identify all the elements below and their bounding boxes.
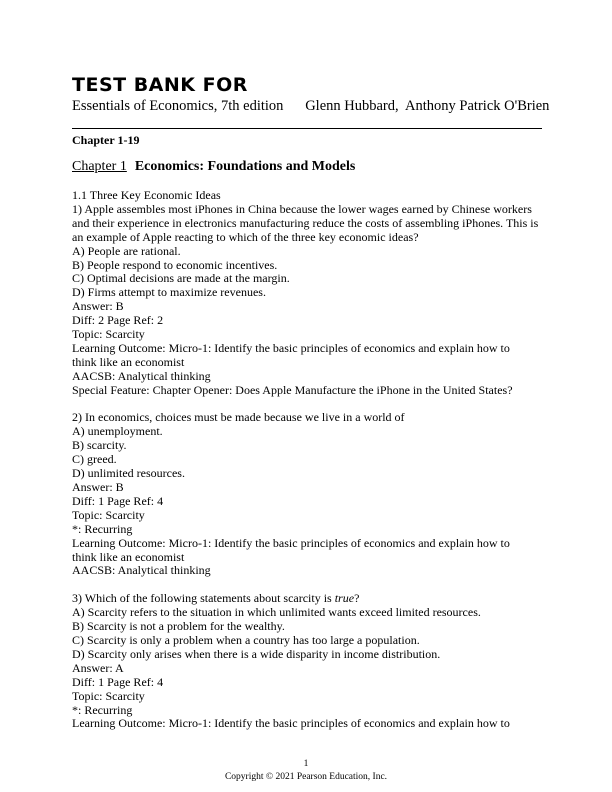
header-divider xyxy=(72,128,542,129)
difficulty-page-ref: Diff: 2 Page Ref: 2 xyxy=(72,313,164,328)
answer-option-c: C) Scarcity is only a problem when a country has too large a population. xyxy=(72,632,420,647)
difficulty-page-ref: Diff: 1 Page Ref: 4 xyxy=(72,493,164,508)
answer-option-c: C) greed. xyxy=(72,452,117,467)
chapter-title: Economics: Foundations and Models xyxy=(134,159,356,174)
topic: Topic: Scarcity xyxy=(72,507,145,522)
recurring-flag: *: Recurring xyxy=(72,702,133,717)
answer-option-a: A) Scarcity refers to the situation in which unlimited wants exceed limited resources. xyxy=(72,605,481,620)
chapter-number: Chapter 1 xyxy=(72,159,127,174)
learning-outcome: Learning Outcome: Micro-1: Identify the basic principles of economics and explain how to xyxy=(72,716,510,731)
answer-option-c: C) Optimal decisions are made at the margin. xyxy=(72,271,290,286)
section-heading: 1.1 Three Key Economic Ideas xyxy=(72,188,221,202)
topic: Topic: Scarcity xyxy=(72,327,145,342)
question-line: 1) Apple assembles most iPhones in China because the lower wages earned by Chinese workers xyxy=(72,201,532,216)
question-1 xyxy=(72,203,542,398)
answer-key: Answer: B xyxy=(72,299,124,314)
spacer xyxy=(72,398,542,412)
book-subtitle xyxy=(72,97,549,115)
special-feature: Special Feature: Chapter Opener: Does Apple Manufacture the iPhone in the United States? xyxy=(72,382,513,397)
learning-outcome: Learning Outcome: Micro-1: Identify the basic principles of economics and explain how to xyxy=(72,340,510,355)
aacsb: AACSB: Analytical thinking xyxy=(72,563,211,578)
chapter-range: Chapter 1-19 xyxy=(72,133,140,147)
test-bank-banner: TEST BANK FOR xyxy=(72,74,248,96)
answer-key: Answer: A xyxy=(72,660,124,675)
question-3 xyxy=(72,592,542,731)
question-2 xyxy=(72,411,542,578)
stem-emphasis: true xyxy=(334,591,355,606)
question-line: an example of Apple reacting to which of the three key economic ideas? xyxy=(72,229,419,244)
answer-option-d: D) unlimited resources. xyxy=(72,466,185,481)
question-line: and their experience in electronics manufacturing reduce the costs of assembling iPhones. This is xyxy=(72,215,539,230)
learning-outcome-cont: think like an economist xyxy=(72,549,185,564)
recurring-flag: *: Recurring xyxy=(72,521,133,536)
page-number: 1 xyxy=(303,759,309,769)
answer-option-b: B) People respond to economic incentives. xyxy=(72,257,278,272)
stem-suffix: ? xyxy=(354,591,360,606)
copyright-notice: Copyright © 2021 Pearson Education, Inc. xyxy=(224,772,388,782)
answer-option-d: D) Firms attempt to maximize revenues. xyxy=(72,285,266,300)
answer-option-b: B) Scarcity is not a problem for the wealthy. xyxy=(72,619,285,634)
aacsb: AACSB: Analytical thinking xyxy=(72,368,211,383)
question-stem xyxy=(72,592,542,606)
book-authors: Glenn Hubbard, Anthony Patrick O'Brien xyxy=(305,98,550,114)
learning-outcome: Learning Outcome: Micro-1: Identify the basic principles of economics and explain how to xyxy=(72,535,510,550)
answer-option-a: A) unemployment. xyxy=(72,424,163,439)
stem-prefix: 3) Which of the following statements about scarcity is xyxy=(72,591,335,606)
answer-option-d: D) Scarcity only arises when there is a wide disparity in income distribution. xyxy=(72,646,441,661)
answer-option-b: B) scarcity. xyxy=(72,438,127,453)
question-line: 2) In economics, choices must be made because we live in a world of xyxy=(72,410,405,425)
topic: Topic: Scarcity xyxy=(72,688,145,703)
answer-key: Answer: B xyxy=(72,480,124,495)
answer-option-a: A) People are rational. xyxy=(72,243,181,258)
chapter-heading xyxy=(72,158,355,176)
question-body xyxy=(72,189,542,731)
book-title: Essentials of Economics, 7th edition xyxy=(72,98,284,114)
spacer xyxy=(72,578,542,592)
learning-outcome-cont: think like an economist xyxy=(72,354,185,369)
difficulty-page-ref: Diff: 1 Page Ref: 4 xyxy=(72,674,164,689)
